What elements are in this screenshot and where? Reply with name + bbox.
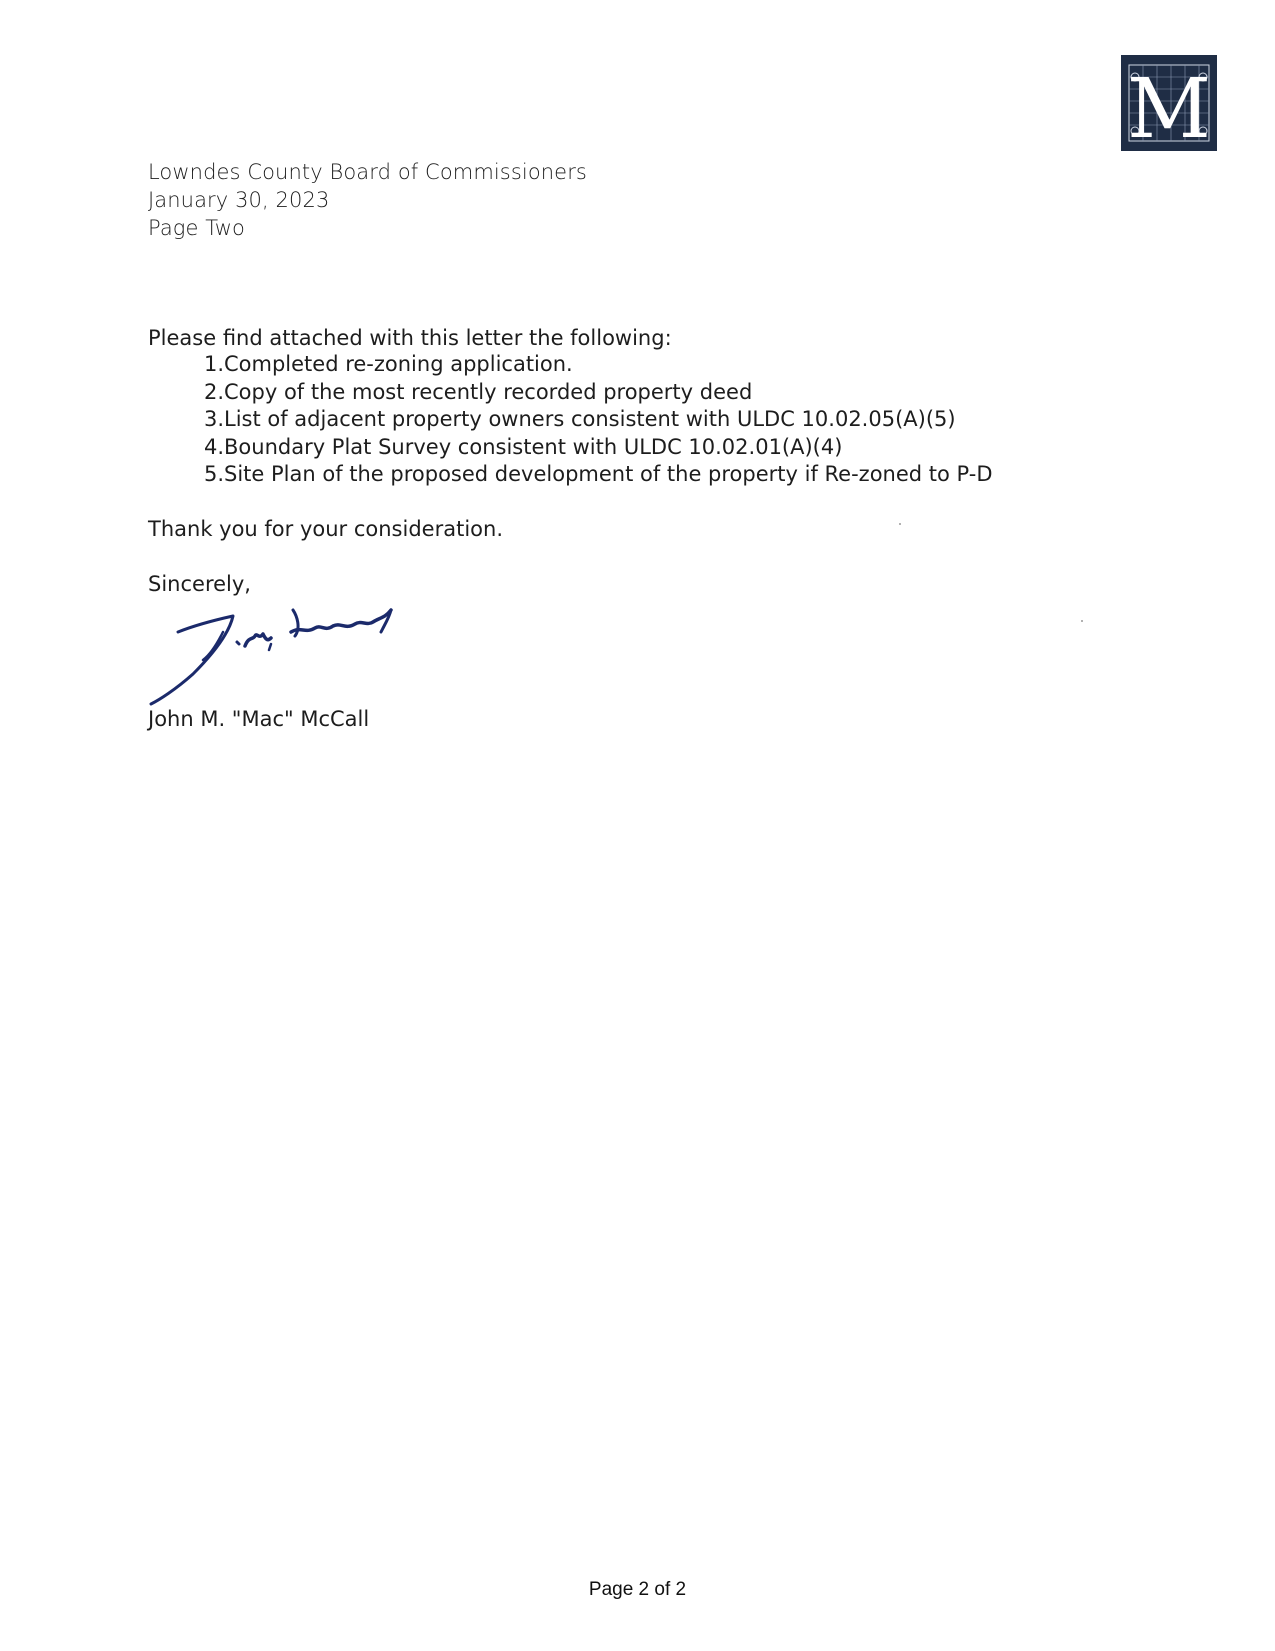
list-item-number: 3. <box>203 407 224 431</box>
list-item-number: 5. <box>203 462 224 486</box>
list-item-text: Site Plan of the proposed development of the property if Re-zoned to P-D <box>224 462 993 486</box>
signer-name: John M. "Mac" McCall <box>148 707 370 731</box>
list-item <box>148 406 956 434</box>
list-item <box>148 351 573 379</box>
list-item <box>148 434 843 462</box>
page-label: Page Two <box>148 216 245 240</box>
list-item-number: 2. <box>203 379 224 404</box>
scan-speck <box>899 523 901 525</box>
logo-letter: M <box>1127 62 1211 151</box>
list-item-text: Boundary Plat Survey consistent with ULDC 10.02.01(A)(4) <box>224 434 843 459</box>
letter-header <box>148 158 587 242</box>
recipient-line: Lowndes County Board of Commissioners <box>148 160 587 184</box>
list-item-text: Copy of the most recently recorded property deed <box>224 379 753 404</box>
closing-salutation: Sincerely, <box>148 572 251 596</box>
intro-sentence: Please find attached with this letter the following: <box>148 326 672 350</box>
page-number-footer: Page 2 of 2 <box>588 1579 687 1600</box>
handwritten-signature <box>145 596 425 708</box>
list-item-number: 1. <box>203 352 224 376</box>
list-item-number: 4. <box>203 434 224 459</box>
attachment-list <box>148 351 993 489</box>
scan-speck <box>1081 620 1083 622</box>
list-item-text: List of adjacent property owners consistent with ULDC 10.02.05(A)(5) <box>224 407 956 431</box>
list-item <box>148 379 753 407</box>
list-item-text: Completed re-zoning application. <box>224 352 573 376</box>
company-logo <box>1121 55 1217 151</box>
list-item <box>148 461 993 489</box>
letter-date: January 30, 2023 <box>148 188 330 212</box>
thanks-sentence: Thank you for your consideration. <box>148 517 503 541</box>
